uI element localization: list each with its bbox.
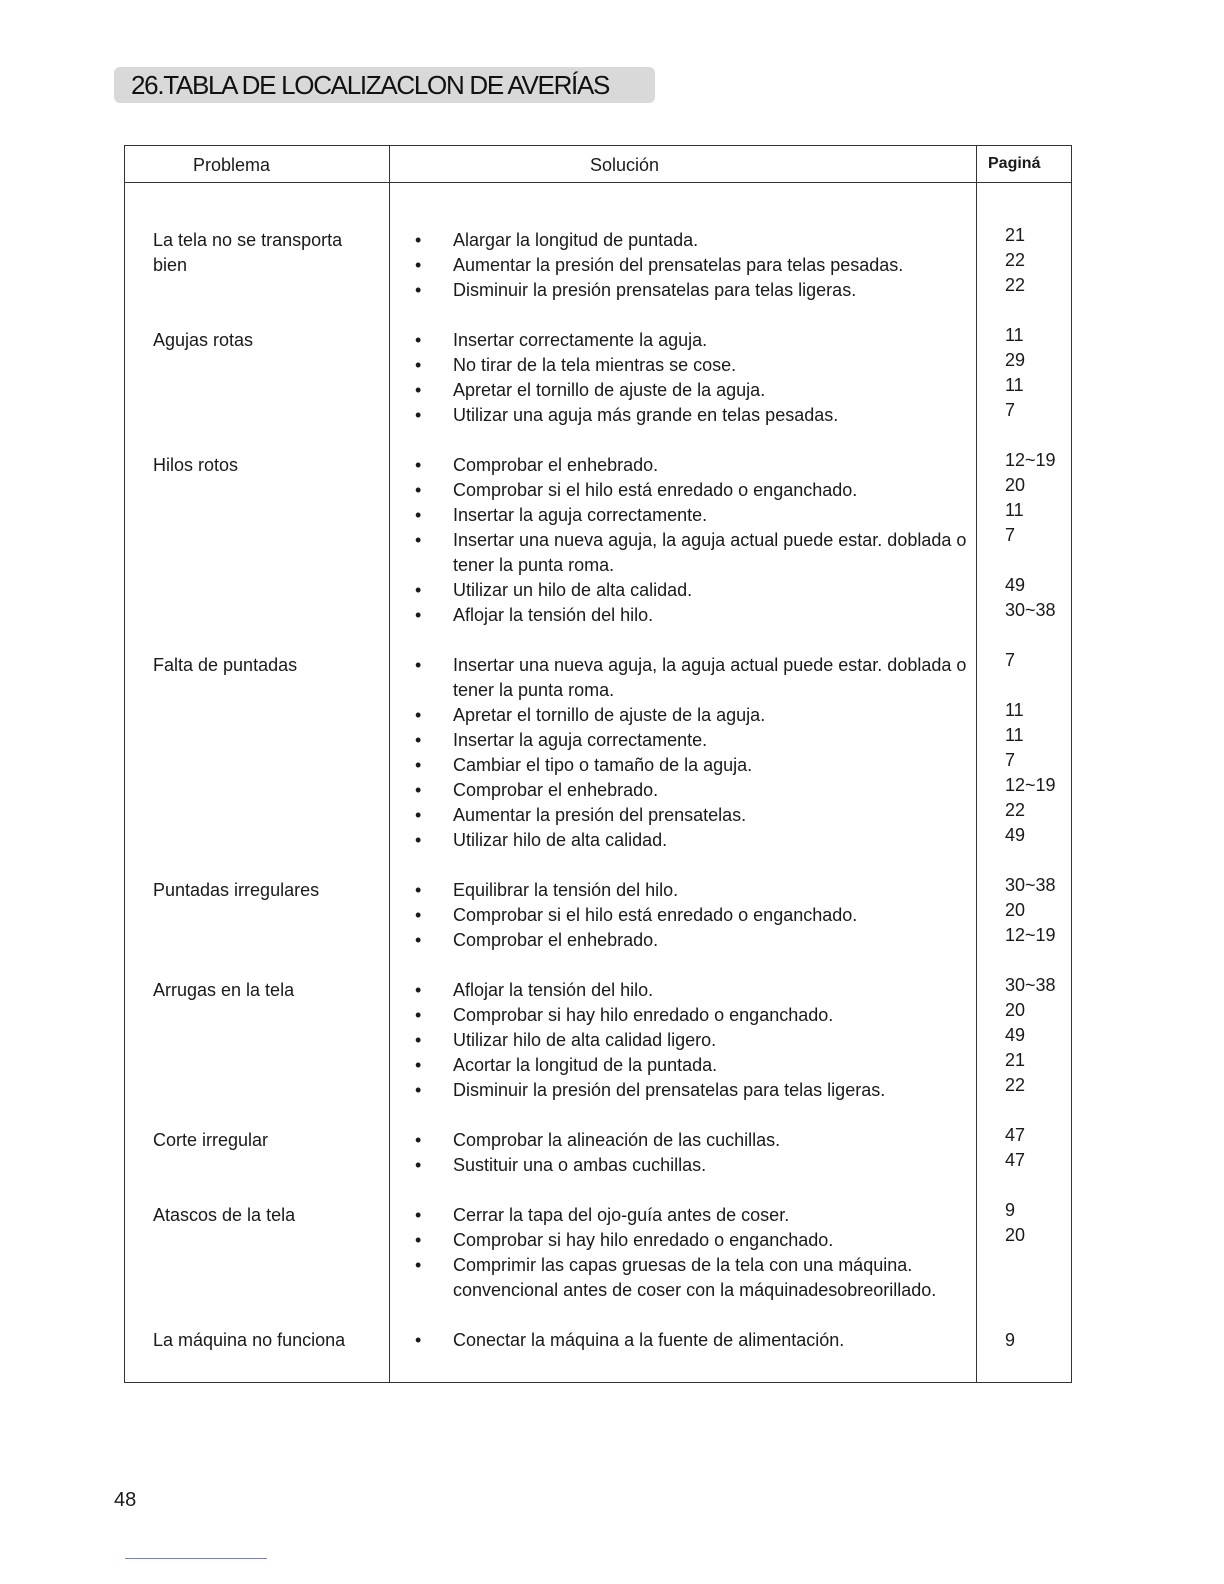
problem-cell: La tela no se transporta bien: [153, 230, 343, 275]
page-ref: 20: [1005, 475, 1026, 495]
page-ref: 11: [1005, 375, 1024, 395]
solution-item: • Sustituir una o ambas cuchillas.: [415, 1153, 970, 1178]
page-list: [1005, 1198, 1069, 1248]
page-ref: 49: [1005, 1025, 1026, 1045]
page-ref: 30~38: [1005, 600, 1056, 620]
problem-cell: Puntadas irregulares: [153, 880, 320, 900]
solution-item: • Utilizar una aguja más grande en telas pesadas.: [415, 403, 970, 428]
page-ref: 29: [1005, 350, 1026, 370]
problem-cell: Atascos de la tela: [153, 1205, 296, 1225]
solution-item: • No tirar de la tela mientras se cose.: [415, 353, 970, 378]
footer-rule: [125, 1558, 267, 1559]
section-title-bar: [114, 67, 655, 103]
page-ref: 22: [1005, 800, 1026, 820]
solution-item: • Disminuir la presión prensatelas para telas ligeras.: [415, 278, 970, 303]
page-list: [1005, 873, 1069, 948]
problem-cell: Corte irregular: [153, 1130, 269, 1150]
solution-item: • Insertar la aguja correctamente.: [415, 728, 970, 753]
problem-cell: Hilos rotos: [153, 455, 239, 475]
solution-item: • Comprobar el enhebrado.: [415, 778, 970, 803]
page-ref: 9: [1005, 1200, 1016, 1220]
page-ref: 7: [1005, 750, 1016, 770]
page-ref: 12~19: [1005, 925, 1056, 945]
page-ref: 22: [1005, 275, 1026, 295]
solution-item: • Comprobar si hay hilo enredado o enganchado.: [415, 1003, 970, 1028]
page-number: 48: [114, 1489, 137, 1511]
page-ref: 11: [1005, 700, 1024, 720]
header-problem: Problema: [193, 155, 271, 175]
solution-item: • Acortar la longitud de la puntada.: [415, 1053, 970, 1078]
page-ref: 30~38: [1005, 975, 1056, 995]
page-ref: 11: [1005, 500, 1024, 520]
solution-item: • Comprobar si el hilo está enredado o enganchado.: [415, 903, 970, 928]
solution-item: • Aflojar la tensión del hilo.: [415, 978, 970, 1003]
page-ref: 47: [1005, 1125, 1026, 1145]
solution-list: [415, 453, 970, 628]
page-list: [1005, 223, 1069, 298]
solution-list: [415, 328, 970, 428]
page-list: [1005, 448, 1069, 623]
solution-item: • Utilizar hilo de alta calidad ligero.: [415, 1028, 970, 1053]
page-list: [1005, 1328, 1069, 1353]
solution-item: • Comprobar si el hilo está enredado o enganchado.: [415, 478, 970, 503]
solution-list: [415, 1203, 970, 1303]
solution-item: • Comprobar el enhebrado.: [415, 453, 970, 478]
solution-item: • Insertar la aguja correctamente.: [415, 503, 970, 528]
page-ref: 20: [1005, 1000, 1026, 1020]
problem-cell: Falta de puntadas: [153, 655, 298, 675]
solution-item: • Utilizar un hilo de alta calidad.: [415, 578, 970, 603]
solution-item: • Insertar una nueva aguja, la aguja actual puede estar. doblada o tener la punta roma.: [415, 528, 970, 578]
solution-list: [415, 978, 970, 1103]
page-ref: 12~19: [1005, 775, 1056, 795]
page-ref: 21: [1005, 225, 1026, 245]
solution-item: • Disminuir la presión del prensatelas para telas ligeras.: [415, 1078, 970, 1103]
page-ref: 20: [1005, 900, 1026, 920]
solution-item: • Equilibrar la tensión del hilo.: [415, 878, 970, 903]
solution-item: • Aumentar la presión del prensatelas para telas pesadas.: [415, 253, 970, 278]
solution-item: • Alargar la longitud de puntada.: [415, 228, 970, 253]
solution-item: • Utilizar hilo de alta calidad.: [415, 828, 970, 853]
solution-item: • Apretar el tornillo de ajuste de la aguja.: [415, 703, 970, 728]
column-divider: [976, 146, 977, 1382]
page-list: [1005, 323, 1069, 423]
problem-cell: Agujas rotas: [153, 330, 254, 350]
solution-list: [415, 1328, 970, 1353]
column-divider: [389, 146, 390, 1382]
solution-list: [415, 1128, 970, 1178]
page-ref: 12~19: [1005, 450, 1056, 470]
page-ref: 20: [1005, 1225, 1026, 1245]
page-list: [1005, 1123, 1069, 1173]
solution-item: • Insertar una nueva aguja, la aguja actual puede estar. doblada o tener la punta roma.: [415, 653, 970, 703]
solution-item: • Comprobar si hay hilo enredado o enganchado.: [415, 1228, 970, 1253]
page-ref: 21: [1005, 1050, 1026, 1070]
solution-item: • Apretar el tornillo de ajuste de la aguja.: [415, 378, 970, 403]
page-ref: 47: [1005, 1150, 1026, 1170]
page-title: 26.TABLA DE LOCALIZACLON DE AVERÍAS: [131, 70, 610, 100]
solution-item: • Cerrar la tapa del ojo-guía antes de coser.: [415, 1203, 970, 1228]
page-ref: 22: [1005, 1075, 1026, 1095]
solution-item: • Comprimir las capas gruesas de la tela con una máquina. convencional antes de coser con la máquinadesobreorillado.: [415, 1253, 970, 1303]
page-ref: 7: [1005, 525, 1016, 545]
problem-cell: La máquina no funciona: [153, 1330, 346, 1350]
solution-item: • Comprobar la alineación de las cuchillas.: [415, 1128, 970, 1153]
solution-item: • Aflojar la tensión del hilo.: [415, 603, 970, 628]
solution-item: • Cambiar el tipo o tamaño de la aguja.: [415, 753, 970, 778]
page-ref: 11: [1005, 725, 1024, 745]
page-ref: 22: [1005, 250, 1026, 270]
solution-item: • Insertar correctamente la aguja.: [415, 328, 970, 353]
solution-item: • Aumentar la presión del prensatelas.: [415, 803, 970, 828]
header-divider: [125, 182, 1071, 183]
solution-list: [415, 653, 970, 853]
page-ref: 7: [1005, 650, 1016, 670]
page-ref: 30~38: [1005, 875, 1056, 895]
page-ref: 49: [1005, 575, 1026, 595]
page-list: [1005, 973, 1069, 1098]
solution-item: • Conectar la máquina a la fuente de alimentación.: [415, 1328, 970, 1353]
page-ref: 49: [1005, 825, 1026, 845]
page-list: [1005, 648, 1069, 848]
page-ref: 11: [1005, 325, 1024, 345]
header-page: Paginá: [988, 155, 1041, 172]
troubleshooting-table: [124, 145, 1072, 1383]
problem-cell: Arrugas en la tela: [153, 980, 295, 1000]
header-solution: Solución: [590, 155, 660, 175]
page-ref: 7: [1005, 400, 1016, 420]
solution-item: • Comprobar el enhebrado.: [415, 928, 970, 953]
solution-list: [415, 228, 970, 303]
page-ref: 9: [1005, 1330, 1016, 1350]
solution-list: [415, 878, 970, 953]
